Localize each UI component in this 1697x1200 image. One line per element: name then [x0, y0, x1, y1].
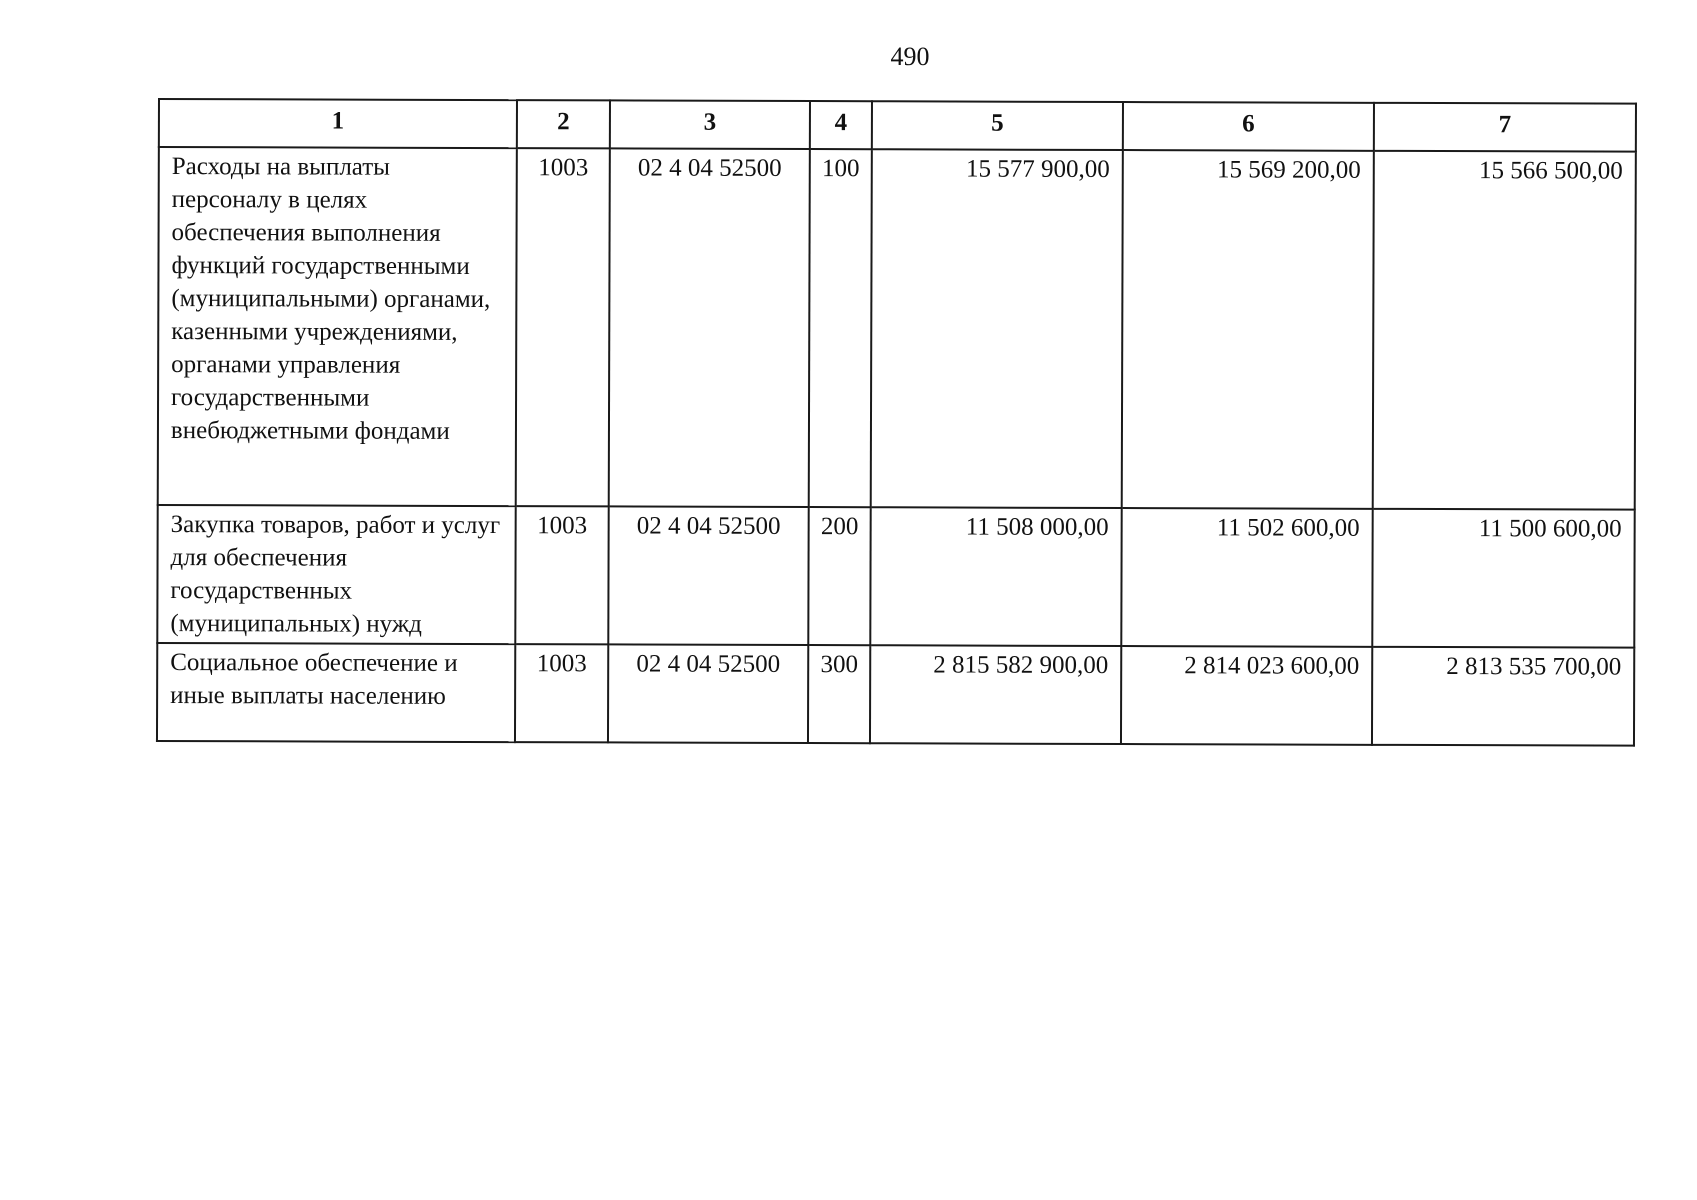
- row-section-code: 1003: [515, 644, 608, 742]
- table-header-row: [159, 99, 1636, 152]
- row-amount-1: 2 815 582 900,00: [870, 645, 1121, 744]
- table-row: [157, 643, 1634, 746]
- row-amount-1: 15 577 900,00: [871, 149, 1123, 508]
- row-amount-3: 2 813 535 700,00: [1372, 647, 1634, 746]
- table-row: [157, 505, 1634, 648]
- row-target-article: 02 4 04 52500: [609, 148, 810, 507]
- column-header: 4: [810, 101, 872, 149]
- row-section-code: 1003: [516, 148, 610, 506]
- row-description: Расходы на выплаты персоналу в целях обеспечения выполнения функций государственными (муниципальными) органами, казенными учреждениями, органами управления государственными внебюджетными фондами: [158, 147, 517, 506]
- column-header: 3: [610, 100, 810, 149]
- column-header: 1: [159, 99, 517, 148]
- column-header: 2: [517, 100, 610, 148]
- row-amount-2: 15 569 200,00: [1122, 150, 1374, 509]
- page-number: 490: [890, 42, 930, 71]
- row-amount-2: 2 814 023 600,00: [1121, 646, 1372, 745]
- column-header: 5: [872, 101, 1123, 150]
- row-target-article: 02 4 04 52500: [608, 644, 808, 743]
- row-expense-type: 100: [809, 149, 872, 507]
- row-amount-1: 11 508 000,00: [870, 507, 1121, 646]
- row-description: Закупка товаров, работ и услуг для обеспечения государственных (муниципальных) нужд: [157, 505, 515, 644]
- row-description: Социальное обеспечение и иные выплаты населению: [157, 643, 515, 742]
- row-expense-type: 300: [808, 645, 870, 743]
- row-section-code: 1003: [515, 506, 608, 644]
- budget-table: [156, 98, 1637, 747]
- row-amount-3: 15 566 500,00: [1373, 151, 1636, 510]
- column-header: 6: [1123, 102, 1374, 151]
- row-expense-type: 200: [808, 507, 870, 645]
- row-amount-2: 11 502 600,00: [1121, 508, 1372, 647]
- table-row: [158, 147, 1636, 510]
- row-target-article: 02 4 04 52500: [608, 506, 808, 645]
- row-amount-3: 11 500 600,00: [1372, 509, 1634, 648]
- column-header: 7: [1374, 103, 1636, 152]
